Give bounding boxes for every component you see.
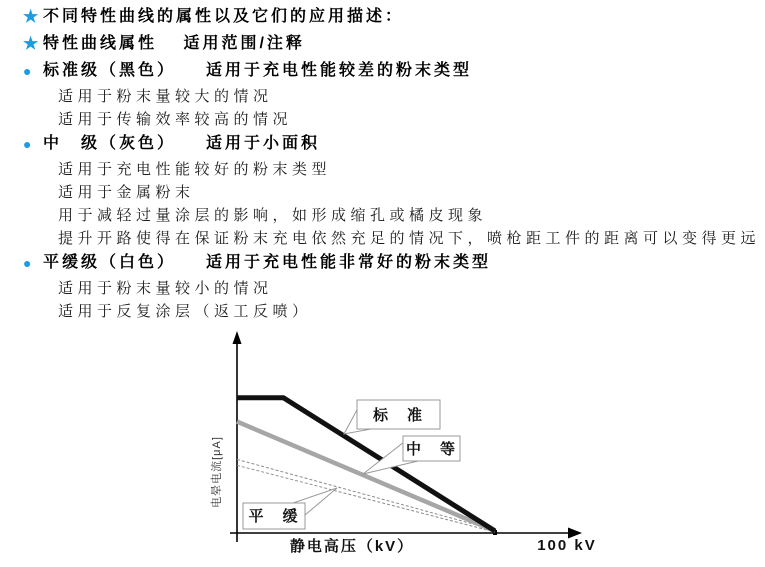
doc-line-text: 适用于金属粉末 xyxy=(58,184,195,201)
doc-line xyxy=(0,133,765,160)
doc-line xyxy=(0,87,765,110)
legend-label-gentle: 平 缓 xyxy=(248,508,300,525)
doc-line xyxy=(0,6,765,33)
doc-line xyxy=(0,229,765,252)
circle-bullet-icon: ● xyxy=(23,63,32,79)
doc-line-text: 不同特性曲线的属性以及它们的应用描述： xyxy=(43,8,405,25)
star-bullet-icon: ★ xyxy=(23,34,39,53)
star-bullet-icon: ★ xyxy=(23,7,39,26)
doc-line xyxy=(0,252,765,279)
doc-line xyxy=(0,279,765,302)
doc-line-text: 适用于粉末量较大的情况 xyxy=(58,88,273,105)
document-text xyxy=(0,6,765,325)
y-axis-arrow-icon xyxy=(233,331,242,344)
doc-line-text: 适用于反复涂层（返工反喷） xyxy=(58,303,312,320)
circle-bullet-icon: ● xyxy=(23,136,32,152)
doc-line xyxy=(0,60,765,87)
doc-line xyxy=(0,110,765,133)
doc-line xyxy=(0,33,765,60)
doc-line-text: 特性曲线属性 适用范围/注释 xyxy=(43,35,305,52)
doc-line-text: 适用于传输效率较高的情况 xyxy=(58,111,293,128)
x-axis-label: 静电高压（kV） xyxy=(289,538,415,555)
y-axis-label: 电晕电流[μA] xyxy=(211,436,223,508)
characteristic-curves-chart xyxy=(190,330,620,567)
doc-line xyxy=(0,302,765,325)
doc-line-text: 中 级（灰色） 适用于小面积 xyxy=(43,135,321,152)
doc-line-text: 平缓级（白色） 适用于充电性能非常好的粉末类型 xyxy=(43,254,492,271)
doc-line-text: 适用于充电性能较好的粉末类型 xyxy=(58,161,332,178)
circle-bullet-icon: ● xyxy=(23,255,32,271)
legend-label-medium: 中 等 xyxy=(405,441,458,458)
doc-line-text: 标准级（黑色） 适用于充电性能较差的粉末类型 xyxy=(43,62,473,79)
doc-line-text: 适用于粉末量较小的情况 xyxy=(58,280,273,297)
legend-label-standard: 标 准 xyxy=(372,407,425,424)
doc-line xyxy=(0,183,765,206)
doc-line xyxy=(0,206,765,229)
doc-line-text: 提升开路使得在保证粉末充电依然充足的情况下，喷枪距工件的距离可以变得更远 xyxy=(58,230,761,247)
x-axis-end-label: 100 kV xyxy=(537,537,597,554)
doc-line-text: 用于减轻过量涂层的影响，如形成缩孔或橘皮现象 xyxy=(58,207,488,224)
doc-line xyxy=(0,160,765,183)
